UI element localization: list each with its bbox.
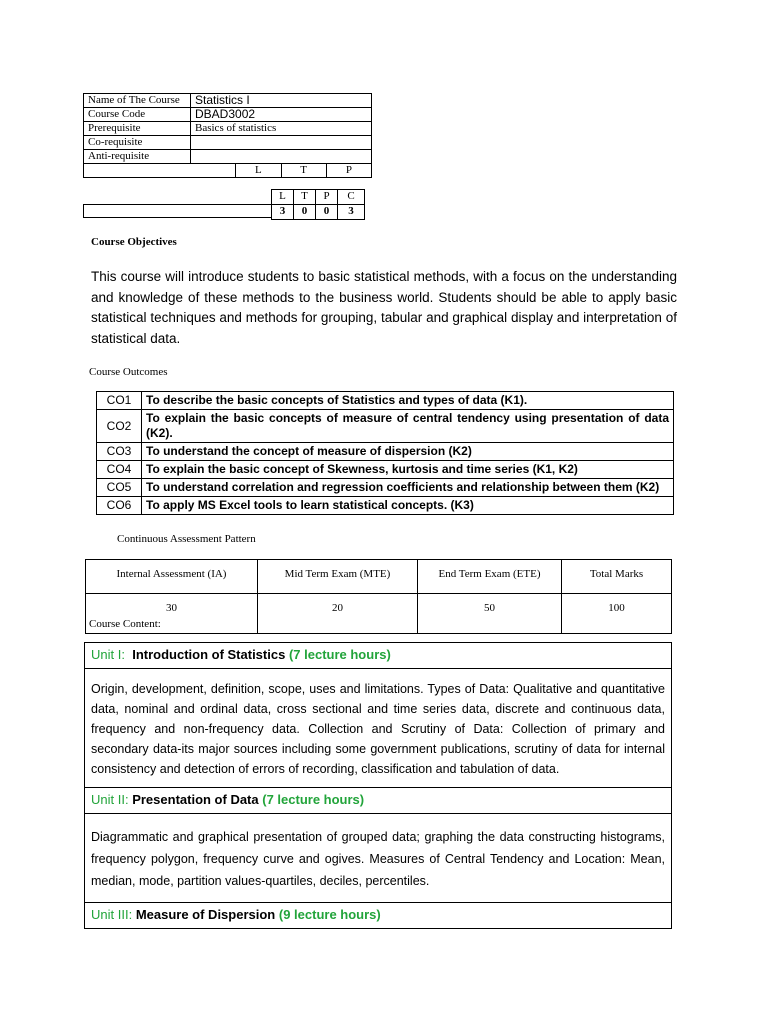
ltpc-spacer: [191, 164, 236, 178]
outcomes-table: [96, 391, 674, 515]
assessment-value-ia: 30: [86, 594, 258, 634]
unit-cell: [85, 669, 672, 788]
outcome-code: CO1: [97, 392, 142, 410]
ltpc-spacer: [84, 164, 191, 178]
unit-title: [91, 903, 665, 928]
table-row: [97, 410, 674, 443]
table-row: [84, 122, 372, 136]
unit-title: [91, 643, 665, 668]
unit-name: Introduction of Statistics: [132, 647, 286, 662]
ltpc-value-spacer: [83, 204, 271, 218]
antirequisite-value: [191, 150, 372, 164]
prerequisite-label: Prerequisite: [84, 122, 191, 136]
unit-cell: [85, 643, 672, 669]
ltpc-header-row: [84, 164, 372, 178]
course-name-value: Statistics I: [191, 94, 372, 108]
ltpc-header-t: T: [281, 164, 326, 178]
ltpc-value-l: 3: [272, 205, 294, 220]
table-row: [97, 479, 674, 497]
unit-number: Unit II:: [91, 792, 129, 807]
course-name-label: Name of The Course: [84, 94, 191, 108]
unit-cell: [85, 814, 672, 903]
assessment-table: [85, 559, 672, 634]
ltpc-value-p: 0: [316, 205, 338, 220]
unit-hours: (9 lecture hours): [278, 907, 381, 922]
unit-body: Origin, development, definition, scope, uses and limitations. Types of Data: Qualitative and quantitative data, nominal and ordinal data, cross sectional and time series data, discrete and continuous data, frequency and non-frequency data. Collection and Scrutiny of Data: Collection of primary and secondary data-its major sources including some government publications, scrutiny of data for internal consistency and detection of errors of recording, classification and tabulation of data.: [91, 682, 665, 776]
outcome-code: CO3: [97, 443, 142, 461]
outcome-text: To apply MS Excel tools to learn statistical concepts. (K3): [142, 497, 674, 515]
antirequisite-label: Anti-requisite: [84, 150, 191, 164]
objectives-heading: Course Objectives: [91, 236, 177, 248]
ltpc-header-p: P: [316, 190, 338, 205]
unit-number: Unit III:: [91, 907, 133, 922]
assessment-header-total: Total Marks: [562, 560, 672, 594]
assessment-value-mte: 20: [258, 594, 418, 634]
table-row: [97, 392, 674, 410]
unit-hours: (7 lecture hours): [262, 792, 365, 807]
outcome-code: CO6: [97, 497, 142, 515]
ltpc-header-c: C: [338, 190, 365, 205]
units-table: [84, 642, 672, 929]
outcomes-heading: Course Outcomes: [89, 366, 168, 378]
table-row: [85, 669, 672, 788]
outcome-text: To understand the concept of measure of dispersion (K2): [142, 443, 674, 461]
outcome-code: CO2: [97, 410, 142, 443]
table-row: [85, 903, 672, 929]
assessment-header-ia: Internal Assessment (IA): [86, 560, 258, 594]
assessment-header-ete: End Term Exam (ETE): [418, 560, 562, 594]
objectives-text: This course will introduce students to basic statistical methods, with a focus on the understanding and knowledge of these methods to the business world. Students should be able to apply basic statistical techniques and methods for grouping, tabular and graphical display and interpretation of statistical data.: [91, 269, 677, 346]
ltpc-grid: [271, 189, 365, 220]
unit-body: Diagrammatic and graphical presentation of grouped data; graphing the data constructing histograms, frequency polygon, frequency curve and ogives. Measures of Central Tendency and Location: Mean, median, mode, partition values-quartiles, deciles, percentiles.: [91, 830, 665, 888]
unit-hours: (7 lecture hours): [288, 647, 391, 662]
assessment-header-mte: Mid Term Exam (MTE): [258, 560, 418, 594]
table-row: [84, 136, 372, 150]
course-code-value: DBAD3002: [191, 108, 372, 122]
ltpc-value-c: 3: [338, 205, 365, 220]
ltpc-header-l: L: [236, 164, 281, 178]
table-row: [97, 443, 674, 461]
assessment-heading: Continuous Assessment Pattern: [117, 533, 256, 545]
unit-cell: [85, 788, 672, 814]
corequisite-value: [191, 136, 372, 150]
content-heading: Course Content:: [89, 618, 161, 630]
outcome-text: To explain the basic concept of Skewness, kurtosis and time series (K1, K2): [142, 461, 674, 479]
corequisite-label: Co-requisite: [84, 136, 191, 150]
ltpc-header-p: P: [326, 164, 371, 178]
table-row: [97, 461, 674, 479]
ltpc-header-t: T: [294, 190, 316, 205]
table-row: [86, 594, 672, 634]
table-row: [84, 108, 372, 122]
ltpc-value-row: [272, 205, 365, 220]
outcome-text: To understand correlation and regression coefficients and relationship between them (K2): [142, 479, 674, 497]
table-row: [85, 814, 672, 903]
assessment-value-ete: 50: [418, 594, 562, 634]
course-info-table: [83, 93, 372, 178]
ltpc-value-t: 0: [294, 205, 316, 220]
outcome-code: CO4: [97, 461, 142, 479]
table-row: [85, 643, 672, 669]
unit-cell: [85, 903, 672, 929]
unit-name: Presentation of Data: [132, 792, 259, 807]
outcome-text: To describe the basic concepts of Statistics and types of data (K1).: [142, 392, 674, 410]
outcome-code: CO5: [97, 479, 142, 497]
table-row: [85, 788, 672, 814]
table-row: [97, 497, 674, 515]
table-row: [86, 560, 672, 594]
unit-name: Measure of Dispersion: [135, 907, 276, 922]
ltpc-header-l: L: [272, 190, 294, 205]
course-code-label: Course Code: [84, 108, 191, 122]
ltpc-header-row: [272, 190, 365, 205]
table-row: [84, 150, 372, 164]
prerequisite-value: Basics of statistics: [191, 122, 372, 136]
unit-number: Unit I:: [91, 647, 125, 662]
assessment-value-total: 100: [562, 594, 672, 634]
unit-title: [91, 788, 665, 813]
outcome-text: To explain the basic concepts of measure of central tendency using presentation of data (K2).: [142, 410, 674, 443]
table-row: [84, 94, 372, 108]
